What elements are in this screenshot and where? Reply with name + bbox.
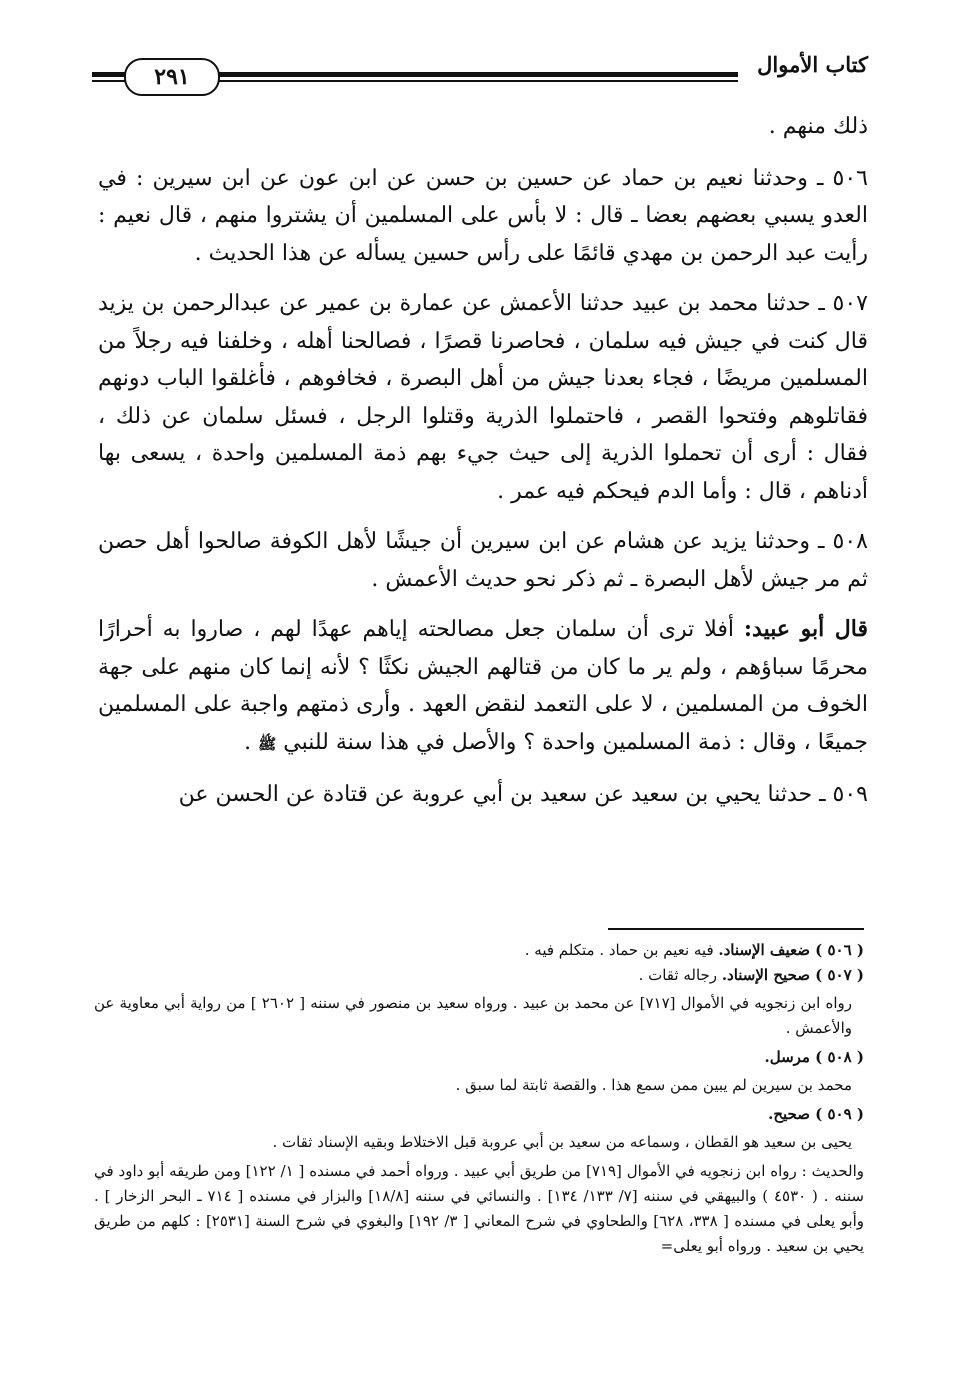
commentary-label: قال أبو عبيد: — [743, 616, 869, 642]
hadith-509: ٥٠٩ ـ حدثنا يحيي بن سعيد عن سعيد بن أبي عروبة عن قتادة عن الحسن عن — [178, 782, 868, 807]
footnote-509-body-2: والحديث : رواه ابن زنجويه في الأموال [٧١٩] من طريق أبي عبيد . ورواه أحمد في مسنده [ ١/ ١٢٢] ومن طريقه أبو داود في سننه . ( ٤٥٣٠ ) والبيهقي في سننه [٧/ ١٣٣/ ١٣٤] . والنسائي في سننه [١٨/٨] والبزار في مسنده [ ٧١٤ ـ البحر الزخار ] . وأبو يعلى في مسنده [ ٣٣٨، ٦٢٨] والطحاوي في شرح المعاني [ ٣/ ١٩٢] والبغوي في شرح السنة [٢٥٣١] : كلهم من طريق يحيي بن سعيد . ورواه أبو يعلى= — [94, 1162, 865, 1255]
footnote-506-grade: ( ٥٠٦ ) ضعيف الإسناد. — [718, 941, 864, 959]
footnote-506-text: فيه نعيم بن حماد . متكلم فيه . — [524, 941, 719, 959]
footnote-separator — [608, 928, 864, 930]
book-title: كتاب الأموال — [757, 52, 868, 77]
commentary-end: . — [244, 729, 259, 755]
footnote-509-body-1: يحيى بن سعيد هو القطان ، وسماعه من سعيد بن أبي عروبة قبل الاختلاط وبقيه الإسناد ثقات . — [272, 1133, 852, 1151]
footnote-507-grade: ( ٥٠٧ ) صحيح الإسناد. — [721, 966, 864, 984]
footnote-508-body: محمد بن سيرين لم يبين ممن سمع هذا . والقصة ثابتة لما سبق . — [455, 1076, 852, 1094]
main-text — [98, 108, 868, 827]
footnote-509-grade: ( ٥٠٩ ) صحيح. — [768, 1105, 864, 1123]
footnote-507 — [94, 963, 864, 988]
honorific-symbol: ﷺ — [258, 734, 277, 753]
footnote-506 — [94, 938, 864, 963]
hadith-508: ٥٠٨ ـ وحدثنا يزيد عن هشام عن ابن سيرين أن جيشًا لأهل الكوفة صالحوا أهل حصن ثم مر جيش لأهل البصرة ـ ثم ذكر نحو حديث الأعمش . — [98, 529, 868, 592]
hadith-507: ٥٠٧ ـ حدثنا محمد بن عبيد حدثنا الأعمش عن عمارة بن عمير عن عبدالرحمن بن يزيد قال كنت في جيش فيه سلمان ، فحاصرنا قصرًا ، فصالحنا أهله ، وخلفنا فيه رجلاً من المسلمين مريضًا ، فجاء بعدنا جيش من أهل البصرة ، فخافوهم ، فأغلقوا الباب دونهم فقاتلوهم وفتحوا القصر ، فاحتملوا الذرية وقتلوا الرجل ، فسئل سلمان عن ذلك ، فقال : أرى أن تحملوا الذرية إلى حيث جيء بهم ذمة المسلمين واحدة ، يسعى بها أدناهم ، قال : وأما الدم فيحكم فيه عمر . — [98, 291, 868, 504]
page-header — [92, 50, 868, 96]
page-number: ٢٩١ — [124, 58, 220, 96]
footnote-508-grade: ( ٥٠٨ ) مرسل. — [764, 1048, 864, 1066]
paragraph-continuation: ذلك منهم . — [768, 114, 868, 139]
commentary-abu-ubayd — [98, 611, 868, 763]
footnote-507-text: رجاله ثقات . — [638, 966, 722, 984]
footnotes — [94, 938, 864, 1263]
footnote-507-body: رواه ابن زنجويه في الأموال [٧١٧] عن محمد بن عبيد . ورواه سعيد بن منصور في سننه [ ٢٦٠٢ ] من رواية أبي معاوية عن والأعمش . — [94, 994, 852, 1037]
hadith-506: ٥٠٦ ـ وحدثنا نعيم بن حماد عن حسين بن حسن عن ابن عون عن ابن سيرين : في العدو يسبي بعضهم بعضا ـ قال : لا بأس على المسلمين أن يشتروا منهم ، قال نعيم : رأيت عبد الرحمن بن مهدي قائمًا على رأس حسين يسأله عن هذا الحديث . — [98, 165, 868, 266]
commentary-text: أفلا ترى أن سلمان جعل مصالحته إياهم عهدًا لهم ، صاروا به أحرارًا محرمًا سباؤهم ، ولم ير ما كان من قتالهم الجيش نكثًا ؟ لأنه إنما كان منهم على جهة الخوف من المسلمين ، لا على التعمد لنقض العهد . وأرى ذمتهم واجبة على المسلمين جميعًا ، وقال : ذمة المسلمين واحدة ؟ والأصل في هذا سنة للنبي — [98, 617, 868, 755]
